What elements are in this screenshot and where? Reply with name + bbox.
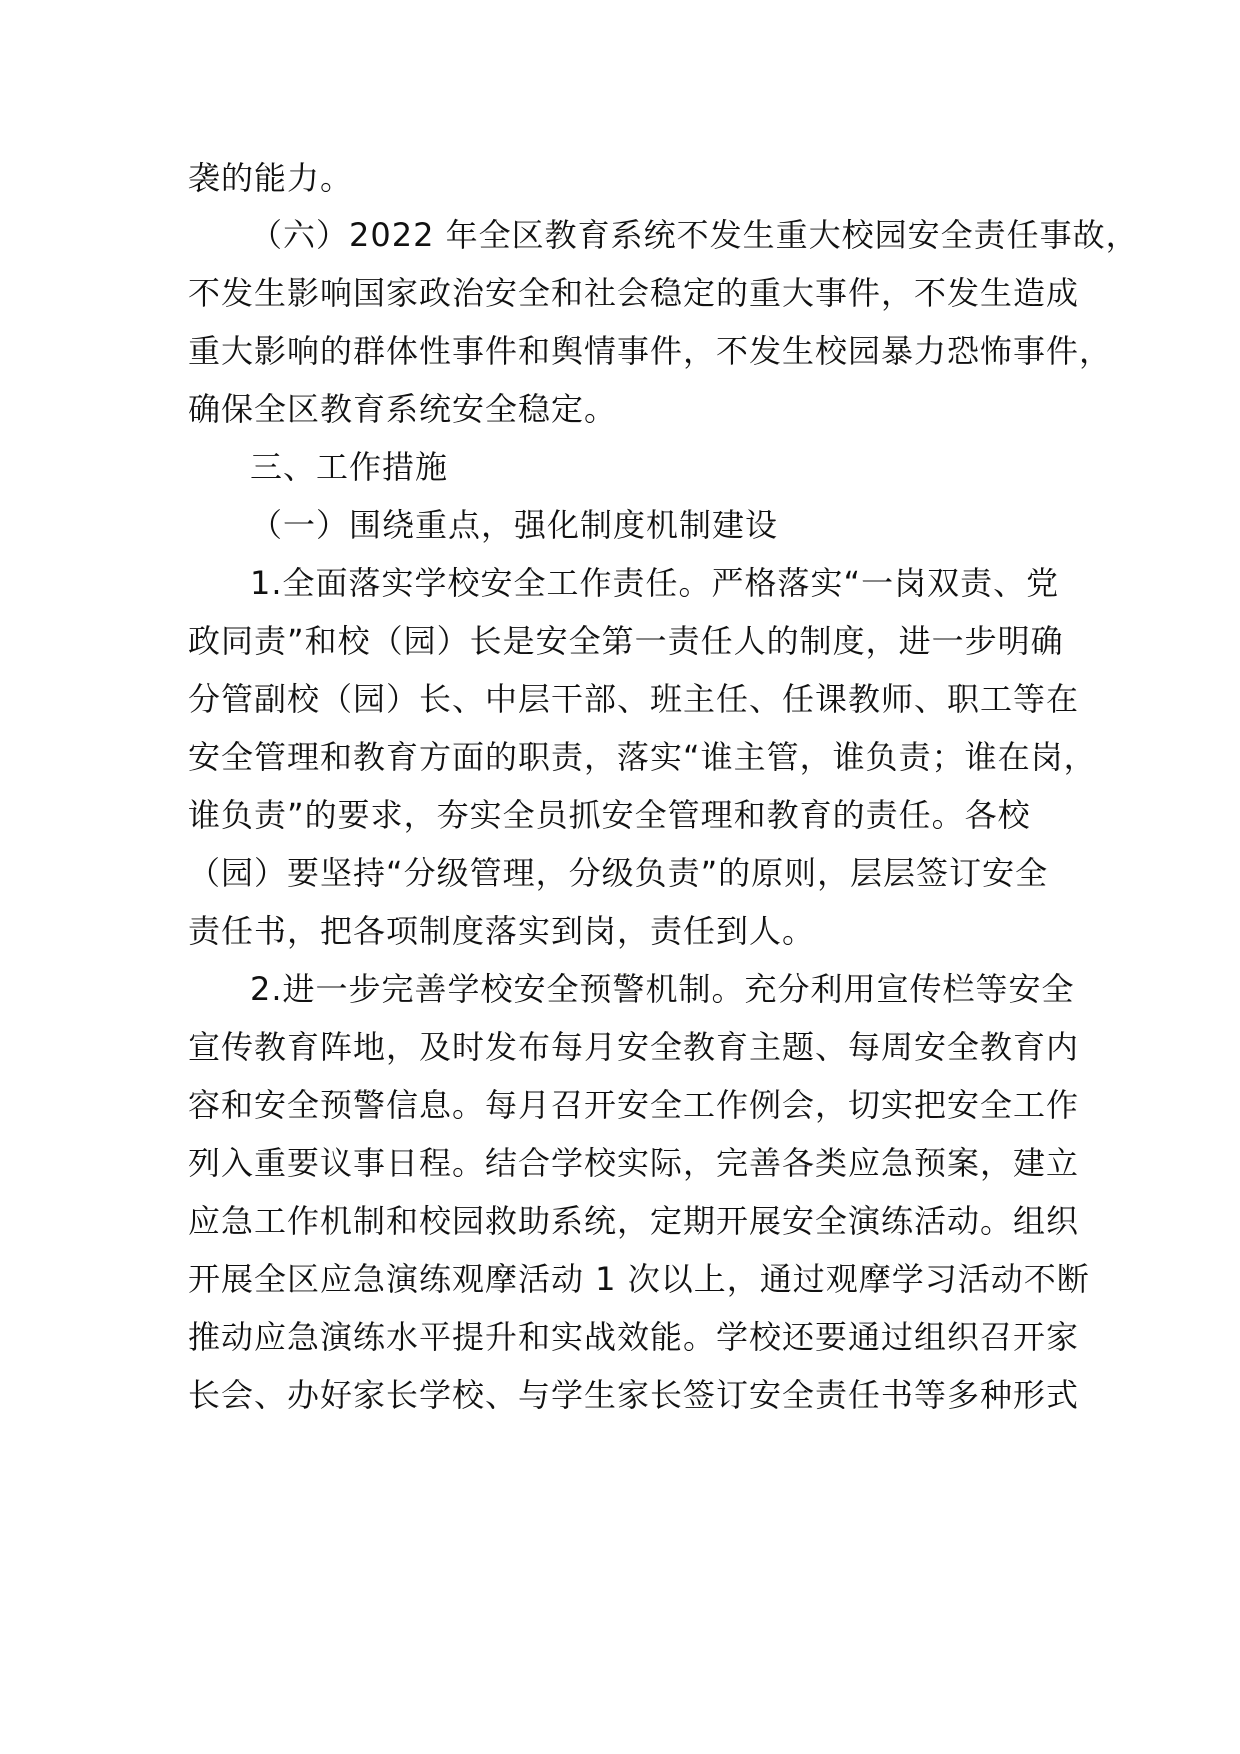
body-line: 袭的能力。 [188, 159, 354, 197]
item-one-line: 1.全面落实学校安全工作责任。严格落实“一岗双责、党 [250, 564, 1060, 602]
body-line: 安全管理和教育方面的职责，落实“谁主管，谁负责；谁在岗， [188, 738, 1097, 776]
body-line: 长会、办好家长学校、与学生家长签订安全责任书等多种形式 [188, 1376, 1080, 1414]
section-heading: 三、工作措施 [250, 448, 449, 486]
body-line: 列入重要议事日程。结合学校实际，完善各类应急预案，建立 [188, 1144, 1080, 1182]
body-line: 分管副校（园）长、中层干部、班主任、任课教师、职工等在 [188, 680, 1080, 718]
paragraph-six-line: （六）2022 年全区教育系统不发生重大校园安全责任事故， [250, 216, 1139, 254]
body-line: 责任书，把各项制度落实到岗，责任到人。 [188, 912, 816, 950]
body-line: （园）要坚持“分级管理，分级负责”的原则，层层签订安全 [188, 854, 1049, 892]
body-line: 谁负责”的要求，夯实全员抓安全管理和教育的责任。各校 [188, 796, 1031, 834]
body-line: 应急工作机制和校园救助系统，定期开展安全演练活动。组织 [188, 1202, 1080, 1240]
body-line: 不发生影响国家政治安全和社会稳定的重大事件，不发生造成 [188, 274, 1080, 312]
item-two-line: 2.进一步完善学校安全预警机制。充分利用宣传栏等安全 [250, 970, 1075, 1008]
body-line: 确保全区教育系统安全稳定。 [188, 390, 618, 428]
subsection-heading: （一）围绕重点，强化制度机制建设 [250, 506, 779, 544]
body-line: 容和安全预警信息。每月召开安全工作例会，切实把安全工作 [188, 1086, 1080, 1124]
body-line: 宣传教育阵地，及时发布每月安全教育主题、每周安全教育内 [188, 1028, 1080, 1066]
body-line: 开展全区应急演练观摩活动 1 次以上，通过观摩学习活动不断 [188, 1260, 1090, 1298]
body-line: 重大影响的群体性事件和舆情事件，不发生校园暴力恐怖事件， [188, 332, 1113, 370]
body-line: 政同责”和校（园）长是安全第一责任人的制度，进一步明确 [188, 622, 1064, 660]
body-line: 推动应急演练水平提升和实战效能。学校还要通过组织召开家 [188, 1318, 1080, 1356]
